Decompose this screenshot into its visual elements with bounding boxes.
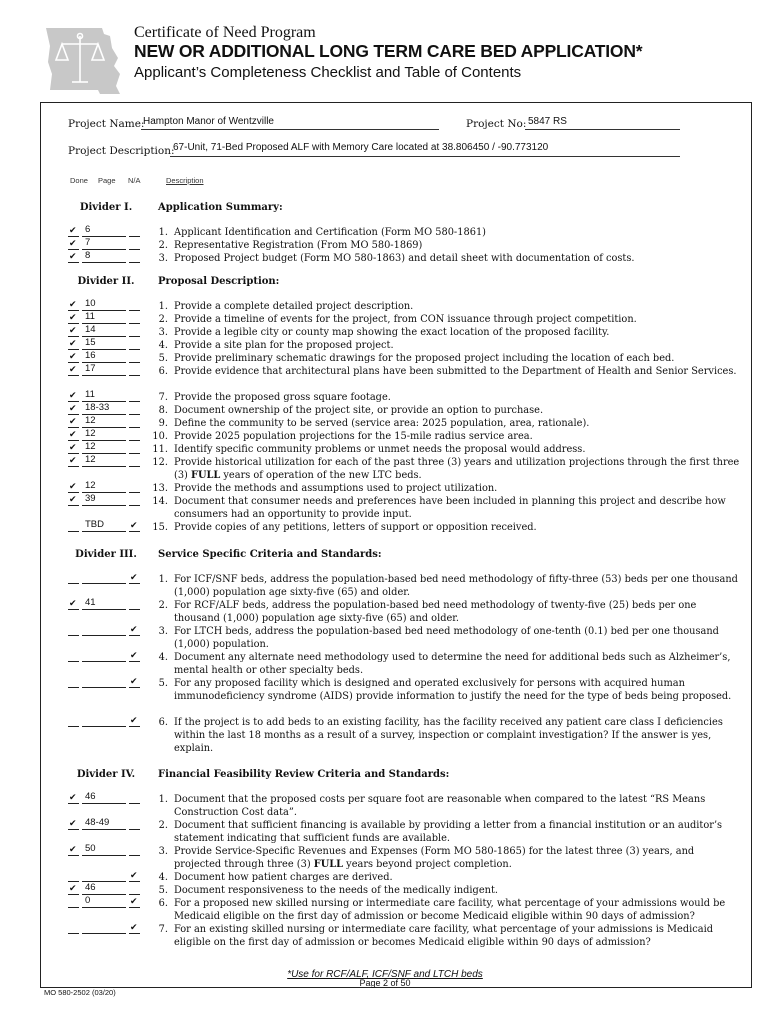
na-field[interactable] bbox=[129, 323, 140, 324]
page-number-value: 12 bbox=[85, 415, 96, 426]
na-field[interactable] bbox=[129, 401, 140, 402]
page-number-value: 10 bbox=[85, 298, 96, 309]
done-check-icon: ✔ bbox=[69, 598, 77, 608]
done-field[interactable] bbox=[68, 310, 79, 311]
page-number-value: 12 bbox=[85, 441, 96, 452]
na-field[interactable] bbox=[129, 440, 140, 441]
checklist-item bbox=[150, 482, 740, 495]
done-check-icon: ✔ bbox=[69, 390, 77, 400]
checklist-entry bbox=[68, 352, 140, 364]
done-check-icon: ✔ bbox=[69, 238, 77, 248]
done-check-icon: ✔ bbox=[69, 792, 77, 802]
col-done-header: Done bbox=[70, 176, 88, 185]
page-field[interactable] bbox=[82, 907, 126, 908]
checklist-entry bbox=[68, 430, 140, 442]
checklist-item bbox=[150, 352, 740, 365]
done-check-icon: ✔ bbox=[69, 338, 77, 348]
na-field[interactable] bbox=[129, 881, 140, 882]
na-field[interactable] bbox=[129, 349, 140, 350]
item-description: Provide copies of any petitions, letters of support or opposition received. bbox=[174, 522, 537, 533]
item-number: 13. bbox=[152, 483, 168, 494]
item-number: 4. bbox=[158, 872, 168, 883]
done-field[interactable] bbox=[68, 855, 79, 856]
project-name-label: Project Name: bbox=[68, 118, 145, 130]
done-field[interactable] bbox=[68, 336, 79, 337]
na-field[interactable] bbox=[129, 855, 140, 856]
page-number-value: 46 bbox=[85, 882, 96, 893]
checklist-item bbox=[150, 391, 740, 404]
item-number: 2. bbox=[158, 820, 168, 831]
done-field[interactable] bbox=[68, 726, 79, 727]
na-field[interactable] bbox=[129, 310, 140, 311]
checklist-entry bbox=[68, 884, 140, 896]
done-field[interactable] bbox=[68, 661, 79, 662]
page-number-value: 14 bbox=[85, 324, 96, 335]
page-number-value: 0 bbox=[85, 895, 91, 906]
done-check-icon: ✔ bbox=[69, 351, 77, 361]
checklist-entry bbox=[68, 651, 140, 663]
checklist-item bbox=[150, 239, 740, 252]
item-description: For any proposed facility which is designed and operated exclusively for persons with acquired human immunodeficiency syndrome (AIDS) provide information to justify the need for the type of beds being proposed. bbox=[174, 678, 732, 702]
done-field[interactable] bbox=[68, 466, 79, 467]
item-description: Document any alternate need methodology used to determine the need for additional beds such as Alzheimer’s, mental health or other specialty beds. bbox=[174, 652, 731, 676]
na-field[interactable] bbox=[129, 453, 140, 454]
na-check-icon: ✔ bbox=[130, 650, 138, 660]
item-description: Provide preliminary schematic drawings for the proposed project including the location of each bed. bbox=[174, 353, 675, 364]
item-description: Document that the proposed costs per square foot are reasonable when compared to the latest “RS Means Construction Cost data”. bbox=[174, 794, 706, 818]
na-field[interactable] bbox=[129, 803, 140, 804]
checklist-entry bbox=[68, 456, 140, 468]
done-field[interactable] bbox=[68, 635, 79, 636]
done-check-icon: ✔ bbox=[69, 481, 77, 491]
item-description: Provide a complete detailed project description. bbox=[174, 301, 414, 312]
page-number-value: 12 bbox=[85, 454, 96, 465]
page-number-value: 16 bbox=[85, 350, 96, 361]
checklist-item bbox=[150, 651, 740, 677]
item-number: 12. bbox=[152, 457, 168, 468]
item-number: 4. bbox=[158, 340, 168, 351]
checklist-item bbox=[150, 845, 740, 871]
page-number-value: 12 bbox=[85, 428, 96, 439]
checklist-item bbox=[150, 365, 740, 378]
done-field[interactable] bbox=[68, 531, 79, 532]
checklist-item bbox=[150, 819, 740, 845]
done-field[interactable] bbox=[68, 362, 79, 363]
checklist-entry bbox=[68, 923, 140, 935]
page-number-value: 11 bbox=[85, 389, 95, 400]
na-field[interactable] bbox=[129, 531, 140, 532]
checklist-item bbox=[150, 599, 740, 625]
done-field[interactable] bbox=[68, 609, 79, 610]
project-no-value: 5847 RS bbox=[528, 116, 567, 127]
item-number: 9. bbox=[158, 418, 168, 429]
item-description: Representative Registration (From MO 580-1869) bbox=[174, 240, 423, 251]
done-field[interactable] bbox=[68, 894, 79, 895]
page-number-value: 18-33 bbox=[85, 402, 110, 413]
done-check-icon: ✔ bbox=[69, 883, 77, 893]
item-number: 3. bbox=[158, 327, 168, 338]
na-check-icon: ✔ bbox=[130, 896, 138, 906]
item-number: 7. bbox=[158, 392, 168, 403]
item-description: For an existing skilled nursing or intermediate care facility, what percentage of your admissions is Medicaid eligible on the first day of admission or becomes Medicaid eligible within 90 days of admission? bbox=[174, 924, 713, 948]
na-field[interactable] bbox=[129, 427, 140, 428]
item-number: 3. bbox=[158, 626, 168, 637]
checklist-item bbox=[150, 625, 740, 651]
done-check-icon: ✔ bbox=[69, 455, 77, 465]
item-number: 3. bbox=[158, 846, 168, 857]
item-number: 5. bbox=[158, 885, 168, 896]
checklist-entry bbox=[68, 326, 140, 338]
checklist-entry bbox=[68, 443, 140, 455]
item-number: 3. bbox=[158, 253, 168, 264]
na-field[interactable] bbox=[129, 635, 140, 636]
checklist-entry bbox=[68, 793, 140, 805]
checklist-entry bbox=[68, 252, 140, 264]
form-subtitle: Applicant’s Completeness Checklist and Table of Contents bbox=[134, 64, 522, 81]
checklist-entry bbox=[68, 677, 140, 689]
na-field[interactable] bbox=[129, 726, 140, 727]
item-description: Document responsiveness to the needs of the medically indigent. bbox=[174, 885, 498, 896]
checklist-item bbox=[150, 252, 740, 265]
checklist-item bbox=[150, 923, 740, 949]
item-number: 6. bbox=[158, 366, 168, 377]
done-field[interactable] bbox=[68, 881, 79, 882]
na-field[interactable] bbox=[129, 362, 140, 363]
checklist-item bbox=[150, 884, 740, 897]
na-field[interactable] bbox=[129, 375, 140, 376]
checklist-entry bbox=[68, 819, 140, 831]
na-field[interactable] bbox=[129, 933, 140, 934]
na-check-icon: ✔ bbox=[130, 715, 138, 725]
divider-label: Divider I. bbox=[79, 202, 133, 213]
item-number: 2. bbox=[158, 240, 168, 251]
checklist-entry bbox=[68, 300, 140, 312]
checklist-item bbox=[150, 404, 740, 417]
done-field[interactable] bbox=[68, 262, 79, 263]
page-field[interactable] bbox=[82, 855, 126, 856]
page-field[interactable] bbox=[82, 262, 126, 263]
divider-label: Divider II. bbox=[77, 276, 135, 287]
done-check-icon: ✔ bbox=[69, 312, 77, 322]
done-field[interactable] bbox=[68, 687, 79, 688]
item-number: 1. bbox=[158, 227, 168, 238]
checklist-entry bbox=[68, 482, 140, 494]
project-name-value: Hampton Manor of Wentzville bbox=[143, 116, 274, 127]
item-description: Document ownership of the project site, or provide an option to purchase. bbox=[174, 405, 544, 416]
checklist-item bbox=[150, 417, 740, 430]
page-field[interactable] bbox=[82, 583, 126, 584]
checklist-item bbox=[150, 521, 740, 534]
done-field[interactable] bbox=[68, 829, 79, 830]
item-description: Provide 2025 population projections for the 15-mile radius service area. bbox=[174, 431, 533, 442]
item-number: 5. bbox=[158, 353, 168, 364]
divider-label: Divider IV. bbox=[76, 769, 136, 780]
item-description: Document how patient charges are derived. bbox=[174, 872, 393, 883]
checklist-item bbox=[150, 326, 740, 339]
page-number-value: 50 bbox=[85, 843, 96, 854]
item-number: 10. bbox=[152, 431, 168, 442]
page-number-value: 7 bbox=[85, 237, 91, 248]
item-description: Document that consumer needs and preferences have been included in planning this project and describe how consumers had an opportunity to provide input. bbox=[174, 496, 726, 520]
page-number-value: 11 bbox=[85, 311, 95, 322]
done-field[interactable] bbox=[68, 492, 79, 493]
done-check-icon: ✔ bbox=[69, 818, 77, 828]
col-description-header: Description bbox=[166, 176, 204, 185]
col-na-header: N/A bbox=[128, 176, 141, 185]
done-check-icon: ✔ bbox=[69, 364, 77, 374]
done-field[interactable] bbox=[68, 249, 79, 250]
item-description: Provide a legible city or county map showing the exact location of the proposed facility. bbox=[174, 327, 610, 338]
item-description: Provide Service-Specific Revenues and Expenses (Form MO 580-1865) for the latest three (3) years, and projected through three (3) FULL years beyond project completion. bbox=[174, 846, 695, 870]
page-number-value: 48-49 bbox=[85, 817, 110, 828]
done-field[interactable] bbox=[68, 453, 79, 454]
checklist-entry bbox=[68, 573, 140, 585]
na-field[interactable] bbox=[129, 687, 140, 688]
page-field[interactable] bbox=[82, 466, 126, 467]
checklist-item bbox=[150, 339, 740, 352]
done-field[interactable] bbox=[68, 583, 79, 584]
na-field[interactable] bbox=[129, 492, 140, 493]
na-check-icon: ✔ bbox=[130, 922, 138, 932]
item-description: For LTCH beds, address the population-based bed need methodology of one-tenth (0.1) bed per one thousand (1,000) population. bbox=[174, 626, 719, 650]
item-description: Provide a timeline of events for the project, from CON issuance through project competition. bbox=[174, 314, 637, 325]
checklist-item bbox=[150, 313, 740, 326]
na-field[interactable] bbox=[129, 894, 140, 895]
page-number-value: TBD bbox=[85, 519, 104, 530]
checklist-entry bbox=[68, 417, 140, 429]
page-number-value: 41 bbox=[85, 597, 96, 608]
form-title: NEW OR ADDITIONAL LONG TERM CARE BED APPLICATION* bbox=[134, 41, 643, 61]
done-field[interactable] bbox=[68, 414, 79, 415]
item-description: Provide evidence that architectural plans have been submitted to the Department of Health and Senior Services. bbox=[174, 366, 737, 377]
na-field[interactable] bbox=[129, 262, 140, 263]
checklist-entry bbox=[68, 599, 140, 611]
item-number: 1. bbox=[158, 794, 168, 805]
checklist-item bbox=[150, 793, 740, 819]
page-field[interactable] bbox=[82, 375, 126, 376]
missouri-seal-logo bbox=[40, 22, 124, 100]
page-number-value: 8 bbox=[85, 250, 91, 261]
done-field[interactable] bbox=[68, 505, 79, 506]
checklist-entry bbox=[68, 226, 140, 238]
page-number-value: 15 bbox=[85, 337, 96, 348]
checklist-item bbox=[150, 430, 740, 443]
item-description: Define the community to be served (service area: 2025 population, area, rationale). bbox=[174, 418, 590, 429]
checklist-entry bbox=[68, 897, 140, 909]
na-field[interactable] bbox=[129, 609, 140, 610]
checklist-item bbox=[150, 677, 740, 703]
done-check-icon: ✔ bbox=[69, 416, 77, 426]
form-number: MO 580-2502 (03/20) bbox=[44, 988, 116, 997]
done-field[interactable] bbox=[68, 401, 79, 402]
checklist-entry bbox=[68, 845, 140, 857]
checklist-entry bbox=[68, 339, 140, 351]
item-number: 1. bbox=[158, 574, 168, 585]
checklist-entry bbox=[68, 404, 140, 416]
item-number: 14. bbox=[152, 496, 168, 507]
project-description-value: 67-Unit, 71-Bed Proposed ALF with Memory Care located at 38.806450 / -90.773120 bbox=[173, 142, 549, 153]
page-field[interactable] bbox=[82, 505, 126, 506]
page-number-value: 17 bbox=[85, 363, 96, 374]
done-check-icon: ✔ bbox=[69, 299, 77, 309]
program-name: Certificate of Need Program bbox=[134, 24, 316, 41]
done-check-icon: ✔ bbox=[69, 403, 77, 413]
item-number: 11. bbox=[152, 444, 168, 455]
checklist-entry bbox=[68, 313, 140, 325]
item-description: Provide the methods and assumptions used to project utilization. bbox=[174, 483, 498, 494]
page-field[interactable] bbox=[82, 829, 126, 830]
item-number: 1. bbox=[158, 301, 168, 312]
divider-label: Divider III. bbox=[75, 549, 137, 560]
done-field[interactable] bbox=[68, 427, 79, 428]
done-field[interactable] bbox=[68, 236, 79, 237]
page-field[interactable] bbox=[82, 531, 126, 532]
na-field[interactable] bbox=[129, 583, 140, 584]
done-field[interactable] bbox=[68, 933, 79, 934]
item-description: For ICF/SNF beds, address the population-based bed need methodology of fifty-three (53) beds per one thousand (1,000) population age sixty-five (65) and older. bbox=[174, 574, 738, 598]
na-check-icon: ✔ bbox=[130, 520, 138, 530]
item-number: 7. bbox=[158, 924, 168, 935]
done-field[interactable] bbox=[68, 349, 79, 350]
na-field[interactable] bbox=[129, 505, 140, 506]
na-field[interactable] bbox=[129, 249, 140, 250]
na-check-icon: ✔ bbox=[130, 676, 138, 686]
section-title: Financial Feasibility Review Criteria and Standards: bbox=[158, 769, 450, 780]
page-number-value: 46 bbox=[85, 791, 96, 802]
checklist-item bbox=[150, 226, 740, 239]
item-description: Applicant Identification and Certification (Form MO 580-1861) bbox=[174, 227, 486, 238]
item-number: 4. bbox=[158, 652, 168, 663]
done-field[interactable] bbox=[68, 440, 79, 441]
page-field[interactable] bbox=[82, 609, 126, 610]
done-check-icon: ✔ bbox=[69, 442, 77, 452]
item-description: Document that sufficient financing is available by providing a letter from a financial institution or an auditor’s statement indicating that sufficient funds are available. bbox=[174, 820, 723, 844]
done-check-icon: ✔ bbox=[69, 325, 77, 335]
done-field[interactable] bbox=[68, 803, 79, 804]
checklist-item bbox=[150, 300, 740, 313]
na-field[interactable] bbox=[129, 829, 140, 830]
done-field[interactable] bbox=[68, 907, 79, 908]
na-check-icon: ✔ bbox=[130, 572, 138, 582]
checklist-entry bbox=[68, 625, 140, 637]
item-description: Provide the proposed gross square footage. bbox=[174, 392, 391, 403]
na-field[interactable] bbox=[129, 661, 140, 662]
checklist-entry bbox=[68, 495, 140, 507]
item-number: 5. bbox=[158, 678, 168, 689]
checklist-entry bbox=[68, 716, 140, 728]
na-field[interactable] bbox=[129, 236, 140, 237]
checklist-item bbox=[150, 716, 740, 755]
done-field[interactable] bbox=[68, 323, 79, 324]
page-number-value: 6 bbox=[85, 224, 91, 235]
item-number: 2. bbox=[158, 600, 168, 611]
page-field[interactable] bbox=[82, 635, 126, 636]
page-field[interactable] bbox=[82, 661, 126, 662]
item-description: Provide a site plan for the proposed project. bbox=[174, 340, 394, 351]
footnote-text: *Use for RCF/ALF, ICF/SNF and LTCH beds bbox=[287, 969, 483, 980]
done-check-icon: ✔ bbox=[69, 429, 77, 439]
item-description: For a proposed new skilled nursing or intermediate care facility, what percentage of your admissions would be Medicaid eligible on the first day of admission or become Medicaid eligible within 90 days of admission? bbox=[174, 898, 726, 922]
na-field[interactable] bbox=[129, 907, 140, 908]
done-field[interactable] bbox=[68, 375, 79, 376]
done-check-icon: ✔ bbox=[69, 844, 77, 854]
item-description: For RCF/ALF beds, address the population-based bed need methodology of twenty-five (25) beds per one thousand (1,000) population age sixty-five (65) and older. bbox=[174, 600, 697, 624]
item-description: If the project is to add beds to an existing facility, has the facility received any patient care class I deficiencies within the last 18 months as a result of a survey, inspection or complaint investigation? If the answer is yes, explain. bbox=[174, 717, 723, 754]
done-check-icon: ✔ bbox=[69, 225, 77, 235]
project-no-label: Project No: bbox=[466, 118, 527, 130]
checklist-item bbox=[150, 897, 740, 923]
na-field[interactable] bbox=[129, 466, 140, 467]
checklist-item bbox=[150, 573, 740, 599]
checklist-item bbox=[150, 871, 740, 884]
page-field[interactable] bbox=[82, 726, 126, 727]
na-field[interactable] bbox=[129, 414, 140, 415]
checklist-item bbox=[150, 495, 740, 521]
na-check-icon: ✔ bbox=[130, 624, 138, 634]
checklist-item bbox=[150, 456, 740, 482]
page-field[interactable] bbox=[82, 687, 126, 688]
section-title: Application Summary: bbox=[158, 202, 283, 213]
page-number-value: 39 bbox=[85, 493, 96, 504]
item-description: Provide historical utilization for each of the past three (3) years and utilization projections through the first three (3) FULL years of operation of the new LTC beds. bbox=[174, 457, 740, 481]
item-number: 2. bbox=[158, 314, 168, 325]
checklist-entry bbox=[68, 521, 140, 533]
checklist-entry bbox=[68, 365, 140, 377]
project-description-label: Project Description: bbox=[68, 145, 175, 157]
na-field[interactable] bbox=[129, 336, 140, 337]
page-field[interactable] bbox=[82, 803, 126, 804]
section-title: Service Specific Criteria and Standards: bbox=[158, 549, 382, 560]
page-number-value: 12 bbox=[85, 480, 96, 491]
col-page-header: Page bbox=[98, 176, 116, 185]
checklist-entry bbox=[68, 239, 140, 251]
page-field[interactable] bbox=[82, 933, 126, 934]
item-number: 8. bbox=[158, 405, 168, 416]
item-number: 6. bbox=[158, 717, 168, 728]
item-number: 15. bbox=[152, 522, 168, 533]
done-check-icon: ✔ bbox=[69, 251, 77, 261]
item-description: Proposed Project budget (Form MO 580-1863) and detail sheet with documentation of costs. bbox=[174, 253, 635, 264]
section-title: Proposal Description: bbox=[158, 276, 280, 287]
checklist-item bbox=[150, 443, 740, 456]
page-number: Page 2 of 50 bbox=[359, 978, 411, 988]
item-description: Identify specific community problems or unmet needs the proposal would address. bbox=[174, 444, 586, 455]
na-check-icon: ✔ bbox=[130, 870, 138, 880]
done-check-icon: ✔ bbox=[69, 494, 77, 504]
checklist-entry bbox=[68, 871, 140, 883]
item-number: 6. bbox=[158, 898, 168, 909]
